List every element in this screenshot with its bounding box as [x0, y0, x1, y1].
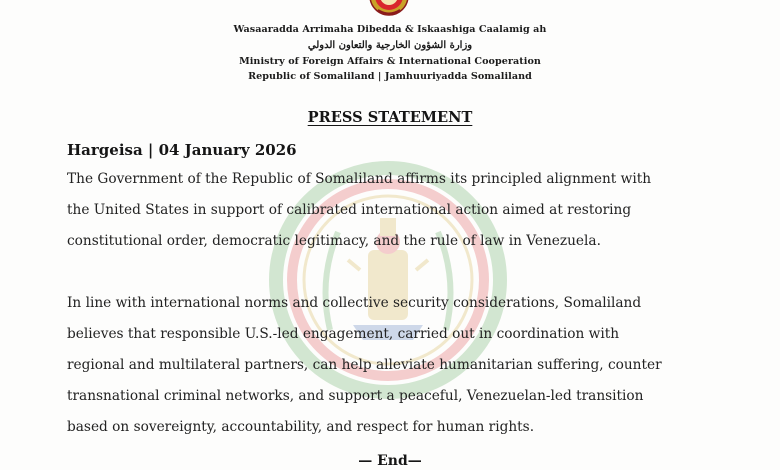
ministry-name-arabic: وزارة الشؤون الخارجية والتعاون الدولي [307, 40, 473, 51]
ministry-name-english: Ministry of Foreign Affairs & International Cooperation [239, 56, 541, 67]
statement-paragraph-2: In line with international norms and collective security considerations, Somaliland believes that responsible U.S.-led engagement, carried out in coordination with regional and multilateral partners, can help alleviate humanitarian suffering, counter transnational criminal networks, and support a peaceful, Venezuelan-led transition based on sovereignty, accountability, and respect for human rights. [67, 295, 662, 435]
ministry-seal-icon [365, 0, 413, 16]
republic-name: Republic of Somaliland | Jamhuuriyadda Somaliland [248, 71, 532, 82]
ministry-name-somali: Wasaaradda Arrimaha Dibedda & Iskaashiga Caalamig ah [233, 24, 547, 35]
statement-paragraph-1: The Government of the Republic of Somaliland affirms its principled alignment with the United States in support of calibrated international action aimed at restoring constitutional order, democratic legitimacy, and the rule of law in Venezuela. [67, 171, 652, 249]
dateline: Hargeisa | 04 January 2026 [67, 141, 297, 159]
end-mark: — End— [358, 453, 422, 469]
statement-title: PRESS STATEMENT [307, 109, 473, 126]
